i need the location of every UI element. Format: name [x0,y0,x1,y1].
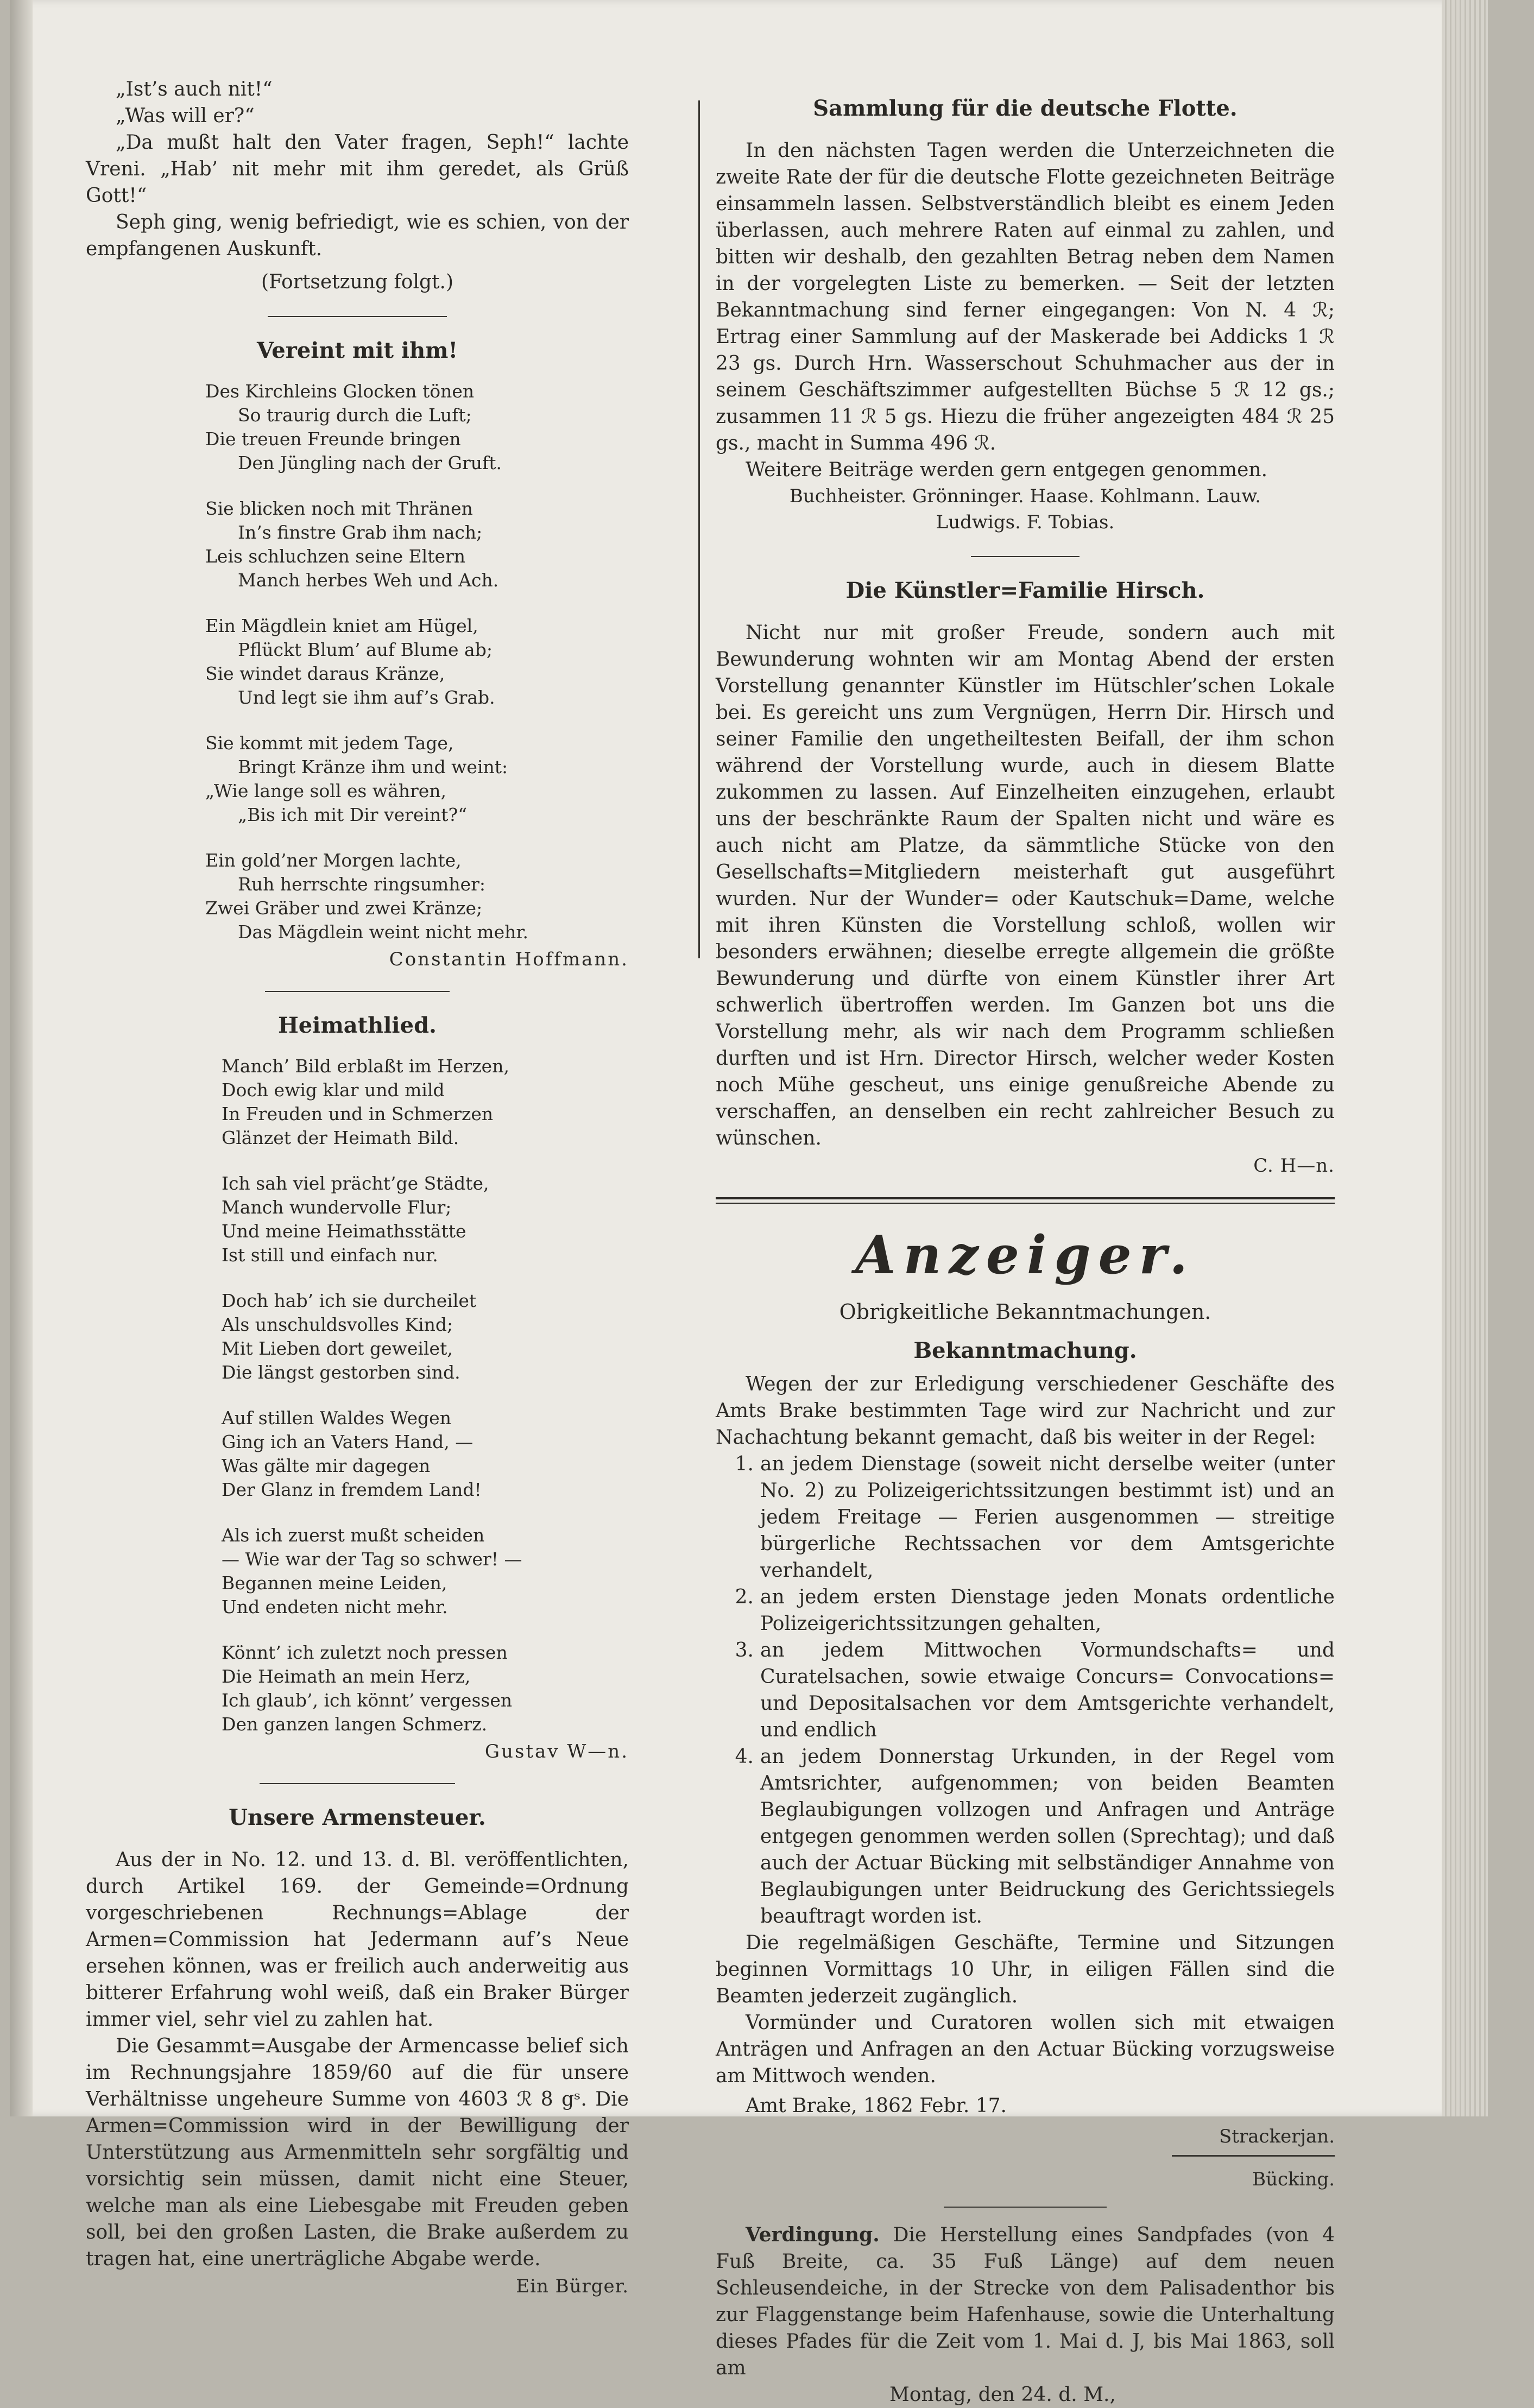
verse-line: Manch wundervolle Flur; [222,1197,452,1218]
verse-line: Bringt Kränze ihm und weint: [238,756,508,778]
stanza [205,380,629,475]
notice-paragraph: Die regelmäßigen Geschäfte, Termine und Sitzungen beginnen Vormittags 10 Uhr, in eiligen Fällen sind die Beamten jederzeit zugänglich. [716,1932,1335,2007]
list-item [716,1743,1335,1930]
page-edge-stack [1442,0,1488,2116]
article-body [86,1847,629,2272]
separator-rule [268,316,447,317]
verse-line: Ist still und einfach nur. [222,1244,438,1266]
signatories [716,483,1335,535]
signature-rule [1172,2155,1335,2157]
verse-line: Ich sah viel prächt’ge Städte, [222,1173,489,1194]
verse-line: Ruh herrschte ringsumher: [238,874,485,895]
verdingung-date: Montag, den 24. d. M., [889,2384,1116,2406]
verse-line: Pflückt Blum’ auf Blume ab; [238,639,493,660]
verse-line: „Wie lange soll es währen, [205,780,447,801]
separator-rule [971,556,1080,557]
list-item [716,1637,1335,1743]
verse-line: — Wie war der Tag so schwer! — [222,1549,522,1570]
verse-line: „Bis ich mit Dir vereint?“ [238,804,468,825]
list-number: 2. [735,1586,754,1608]
notice-intro: Wegen der zur Erledigung verschiedener Geschäfte des Amts Brake bestimmten Tage wird zur Nachricht und zur Nachachtung bekannt gemacht, daß bis weiter in der Regel: [716,1373,1335,1449]
article-armensteuer [86,1805,629,2297]
article-title: Unsere Armensteuer. [229,1805,486,1830]
list-text: an jedem Dienstage (soweit nicht derselbe weiter (unter No. 2) zu Polizeigerichtssitzungen bestimmt ist) und an jedem Freitage — Ferien ausgenommen — streitige bürgerliche Rechtssachen vor dem Amtsgerichte verhandelt, [760,1453,1335,1582]
place-date: Amt Brake, 1862 Febr. 17. [746,2095,1007,2117]
verse-line: Den Jüngling nach der Gruft. [238,452,502,473]
verse-line: Zwei Gräber und zwei Kränze; [205,898,483,919]
column-divider [698,100,700,958]
verdingung-notice [716,2222,1335,2408]
verse-line: In’s finstre Grab ihm nach; [238,522,483,543]
section-title: Anzeiger. [855,1224,1195,1286]
newspaper-page [10,0,1488,2406]
poem-heimathlied [86,1013,629,1762]
stanza [205,497,629,592]
notice-body [716,1371,1335,2119]
anzeiger-section [716,1224,1335,2408]
verse-line: Als unschuldsvolles Kind; [222,1314,453,1335]
verse-line: Und meine Heimathsstätte [222,1221,466,1242]
separator-rule [260,1783,455,1784]
stanza [222,1641,629,1736]
article-title: Sammlung für die deutsche Flotte. [813,96,1238,121]
verdingung-label: Verdingung. [746,2223,880,2246]
verse-line: Doch ewig klar und mild [222,1079,445,1101]
poem-title: Vereint mit ihm! [256,338,458,363]
verse-line: Manch’ Bild erblaßt im Herzen, [222,1056,509,1077]
verse-line: Der Glanz in fremdem Land! [222,1479,482,1500]
poem-title: Heimathlied. [278,1013,437,1038]
story-ending [86,76,629,295]
verse-line: Begannen meine Leiden, [222,1572,447,1594]
verse-line: Leis schluchzen seine Eltern [205,546,466,567]
poem-body [205,380,629,944]
stanza [222,1172,629,1267]
verse-line: Als ich zuerst mußt scheiden [222,1525,485,1546]
article-body [716,137,1335,483]
signature-line: Bücking. [1252,2169,1335,2190]
stanza [205,849,629,944]
list-text: an jedem Mittwochen Vormundschafts= und Curatelsachen, sowie etwaige Concurs= Convocations= und Depositalsachen vor dem Amtsgerichte verhandelt, und endlich [760,1639,1335,1741]
article-body [716,620,1335,1152]
right-column [716,76,1335,2408]
verse-line: Die treuen Freunde bringen [205,428,461,450]
article-signature: Ein Bürger. [516,2276,629,2297]
section-subtitle: Obrigkeitliche Bekanntmachungen. [839,1300,1211,1324]
verse-line: Den ganzen langen Schmerz. [222,1714,488,1735]
verse-line: In Freuden und in Schmerzen [222,1103,494,1124]
binding-gutter [10,0,33,2116]
verse-line: Könnt’ ich zuletzt noch pressen [222,1642,508,1663]
verse-line: Die Heimath an mein Herz, [222,1666,471,1687]
verse-line: Sie blicken noch mit Thränen [205,498,473,519]
list-number: 4. [735,1746,754,1768]
separator-rule [944,2207,1107,2208]
article-paragraph: Weitere Beiträge werden gern entgegen genommen. [746,459,1268,481]
article-signature: C. H—n. [1253,1155,1335,1177]
notice-signatures [716,2123,1335,2192]
separator-rule [265,991,450,992]
continued-note: (Fortsetzung folgt.) [261,271,453,293]
stanza [222,1289,629,1385]
list-item [716,1451,1335,1584]
verse-line: Des Kirchleins Glocken tönen [205,381,475,402]
verse-line: Ein gold’ner Morgen lachte, [205,850,462,871]
list-text: an jedem ersten Dienstage jeden Monats ordentliche Polizeigerichtssitzungen gehalten, [760,1586,1335,1635]
verse-line: Sie kommt mit jedem Tage, [205,732,454,754]
article-paragraph: Die Gesammt=Ausgabe der Armencasse belief sich im Rechnungsjahre 1859/60 auf die für unsere Verhältnisse ungeheure Summe von 4603 ℛ 8 gˢ. Die Armen=Commission wird in der Bewilligung der Unterstützung aus Armenmitteln sehr sorgfältig und vorsichtig sein müssen, damit nicht eine Steuer, welche man als eine Liebesgabe mit Freuden geben soll, bei den großen Lasten, die Brake außerdem zu tragen hat, eine unerträgliche Abgabe werde. [86,2035,629,2270]
dialogue-line: „Da mußt halt den Vater fragen, Seph!“ lachte Vreni. „Hab’ nit mehr mit ihm geredet, als Grüß Gott!“ [86,131,629,207]
verdingung-text: Die Herstellung eines Sandpfades (von 4 Fuß Breite, ca. 35 Fuß Länge) auf dem neuen Schleusendeiche, in der Strecke von dem Palisadenthor bis zur Flaggenstange beim Hafenhause, sowie die Unterhaltung dieses Pfades für die Zeit vom 1. Mai d. J, bis Mai 1863, soll am [716,2224,1335,2379]
list-number: 1. [735,1453,754,1475]
dialogue-line: „Was will er?“ [116,105,255,127]
article-paragraph: In den nächsten Tagen werden die Unterzeichneten die zweite Rate der für die deutsche Flotte gezeichneten Beiträge einsammeln lassen. Selbstverständlich bleibt es einem Jeden überlassen, auch mehrere Raten auf einmal zu zahlen, und bitten wir deshalb, den gezahlten Betrag neben dem Namen in der vorgelegten Liste zu bemerken. — Seit der letzten Bekanntmachung sind ferner eingegangen: Von N. 4 ℛ; Ertrag einer Sammlung auf der Maskerade bei Addicks 1 ℛ 23 gs. Durch Hrn. Wasserschout Schuhmacher aus der in seinem Geschäftszimmer aufgestellten Büchse 5 ℛ 12 gs.; zusammen 11 ℛ 5 gs. Hiezu die früher angezeigten 484 ℛ 25 gs., macht in Summa 496 ℛ. [716,140,1335,454]
verse-line: Ging ich an Vaters Hand, — [222,1431,474,1452]
list-number: 3. [735,1639,754,1661]
article-paragraph: Aus der in No. 12. und 13. d. Bl. veröffentlichten, durch Artikel 169. der Gemeinde=Ordnung vorgeschriebenen Rechnungs=Ablage der Armen=Commission hat Jedermann auf’s Neue ersehen können, was er freilich auch anderweitig aus bitterer Erfahrung wohl weiß, daß ein Braker Bürger immer viel, sehr viel zu zahlen hat. [86,1849,629,2031]
stanza [205,614,629,710]
verse-line: Ich glaub’, ich könnt’ vergessen [222,1690,513,1711]
verse-line: Mit Lieben dort geweilet, [222,1338,453,1359]
verse-line: Ein Mägdlein kniet am Hügel, [205,615,478,636]
verse-line: Was gälte mir dagegen [222,1455,431,1476]
signatory-line: Buchheister. Grönninger. Haase. Kohlmann. Lauw. [789,485,1261,507]
verse-line: Und legt sie ihm auf’s Grab. [238,687,495,708]
verse-line: Und endeten nicht mehr. [222,1596,448,1617]
verse-line: Glänzet der Heimath Bild. [222,1127,459,1148]
list-item [716,1584,1335,1637]
section-rule [716,1197,1335,1204]
verse-line: Manch herbes Weh und Ach. [238,570,499,591]
article-title: Die Künstler=Familie Hirsch. [845,578,1205,603]
list-text: an jedem Donnerstag Urkunden, in der Regel vom Amtsrichter, aufgenommen; von beiden Beamten Beglaubigungen vollzogen und Anfragen und Anträge entgegen genommen werden sollen (Sprechtag); und daß auch der Actuar Bücking mit selbständiger Annahme von Beglaubigungen unter Beidruckung des Gerichtssiegels beauftragt worden ist. [760,1746,1335,1927]
signature-line: Strackerjan. [1219,2126,1335,2147]
poem-author: Constantin Hoffmann. [389,949,629,970]
article-paragraph: Nicht nur mit großer Freude, sondern auch mit Bewunderung wohnten wir am Montag Abend der ersten Vorstellung genannter Künstler im Hütschler’schen Lokale bei. Es gereicht uns zum Vergnügen, Herrn Dir. Hirsch und seiner Familie den ungetheiltesten Beifall, der ihm schon während der Vorstellung wurde, auch in diesem Blatte zukommen zu lassen. Auf Einzelheiten einzugehen, erlaubt uns der beschränkte Raum der Spalten nicht und wäre es auch nicht am Platze, da sämmtliche Stücke von den Gesellschafts=Mitgliedern meisterhaft gut ausgeführt wurden. Nur der Wunder= oder Kautschuk=Dame, welche mit ihren Künsten die Vorstellung schloß, wollen wir besonders erwähnen; dieselbe erregte allgemein die größte Bewunderung und dürfte von einem Künstler ihrer Art schwerlich übertroffen werden. Im Ganzen bot uns die Vorstellung mehr, als wir nach dem Programm schließen durften und ist Hrn. Director Hirsch, welcher weder Kosten noch Mühe gescheut, uns einige genußreiche Abende zu verschaffen, an denselben ein recht zahlreicher Besuch zu wünschen. [716,622,1335,1149]
verse-line: Das Mägdlein weint nicht mehr. [238,921,528,943]
stanza [222,1406,629,1502]
verse-line: Doch hab’ ich sie durcheilet [222,1290,477,1311]
dialogue-line: „Ist’s auch nit!“ [116,78,273,100]
notice-paragraph: Vormünder und Curatoren wollen sich mit etwaigen Anträgen und Anfragen an den Actuar Bücking vorzugsweise am Mittwoch wenden. [716,2012,1335,2087]
poem-author: Gustav W—n. [484,1741,629,1762]
article-family [716,578,1335,1177]
verse-line: So traurig durch die Luft; [238,405,472,426]
poem-body [222,1054,629,1736]
poem-vereint [86,338,629,970]
verse-line: Die längst gestorben sind. [222,1362,460,1383]
narrative-line: Seph ging, wenig befriedigt, wie es schien, von der empfangenen Auskunft. [86,211,629,260]
left-column [86,76,629,2314]
verse-line: Sie windet daraus Kränze, [205,663,445,684]
signatory-line: Ludwigs. F. Tobias. [936,511,1115,533]
stanza [222,1524,629,1619]
stanza [222,1054,629,1150]
verse-line: Auf stillen Waldes Wegen [222,1407,451,1429]
notice-title: Bekanntmachung. [913,1338,1137,1363]
article-fleet [716,96,1335,535]
stanza [205,731,629,827]
